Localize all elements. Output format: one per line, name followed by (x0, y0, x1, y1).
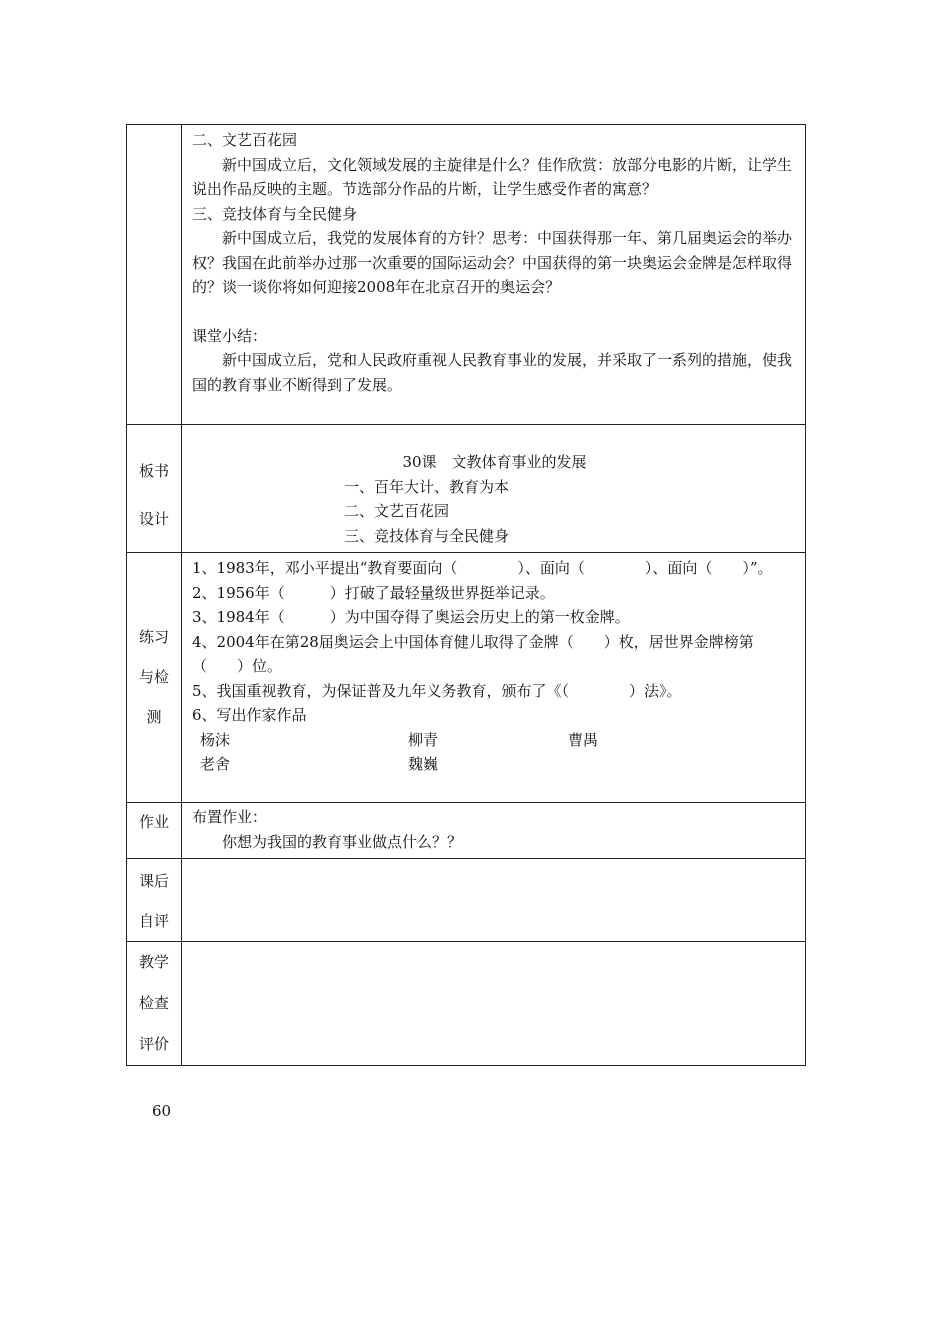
board-design-label-2: 设计 (138, 510, 169, 528)
teaching-check-label-cell (127, 942, 182, 1066)
lesson-process-label-cell (127, 125, 182, 425)
teaching-check-label-3: 评价 (138, 1035, 169, 1053)
board-design-label-cell (127, 425, 182, 553)
board-design-row (127, 425, 806, 553)
lesson-process-row (127, 125, 806, 425)
board-design-title: 30课 文教体育事业的发展 (402, 453, 587, 471)
author-name: 杨沫 (200, 730, 231, 749)
authors-row-2 (192, 752, 797, 777)
practice-row (127, 553, 806, 803)
section-paragraph-literature: 新中国成立后，文化领域发展的主旋律是什么？佳作欣赏：放部分电影的片断，让学生说出作品反映的主题。节选部分作品的片断，让学生感受作者的寓意？ (192, 155, 793, 198)
author-name: 老舍 (200, 755, 231, 773)
self-evaluation-row (127, 859, 806, 942)
homework-text: 你想为我国的教育事业做点什么？？ (222, 832, 463, 851)
summary-heading: 课堂小结： (192, 326, 268, 345)
board-design-label-1: 板书 (138, 462, 169, 480)
teaching-check-label-1: 教学 (138, 953, 169, 971)
practice-label-1: 练习 (138, 628, 169, 646)
spacer (192, 300, 797, 324)
author-name (568, 752, 688, 777)
self-evaluation-label-1: 课后 (138, 872, 169, 890)
practice-question-3: 3、1984年（ ）为中国夺得了奥运会历史上的第一枚金牌。 (192, 608, 630, 626)
practice-label-3: 测 (146, 708, 162, 726)
lesson-plan-table (126, 124, 806, 1066)
board-design-content-cell (182, 425, 806, 553)
practice-question-5: 5、我国重视教育，为保证普及九年义务教育，颁布了《（ ）法》。 (192, 681, 682, 700)
section-heading-sports: 三、竞技体育与全民健身 (192, 204, 358, 223)
authors-row-1 (192, 728, 797, 753)
section-paragraph-sports: 新中国成立后，我党的发展体育的方针？思考：中国获得那一年、第几届奥运会的举办权？我国在此前举办过那一次重要的国际运动会？中国获得的第一块奥运会金牌是怎样取得的？谈一谈你将如何迎接2008年在北京召开的奥运会？ (192, 229, 793, 296)
practice-label-2: 与检 (138, 668, 169, 686)
homework-content-cell (182, 803, 806, 859)
teaching-check-label-2: 检查 (138, 994, 169, 1012)
homework-label: 作业 (138, 813, 169, 831)
teaching-check-row (127, 942, 806, 1066)
board-design-item: 三、竞技体育与全民健身 (344, 526, 510, 545)
practice-question-4: 4、2004年在第28届奥运会上中国体育健儿取得了金牌（ ）枚，居世界金牌榜第（ ）位。 (192, 632, 754, 675)
summary-text: 新中国成立后，党和人民政府重视人民教育事业的发展，并采取了一系列的措施，使我国的教育事业不断得到了发展。 (192, 351, 793, 394)
practice-label-cell (127, 553, 182, 803)
section-heading-literature: 二、文艺百花园 (192, 131, 298, 149)
homework-heading: 布置作业： (192, 808, 268, 826)
practice-question-6: 6、写出作家作品 (192, 706, 307, 724)
author-name: 魏巍 (408, 755, 439, 773)
self-evaluation-content-cell (182, 859, 806, 942)
self-evaluation-label-cell (127, 859, 182, 942)
lesson-process-content-cell (182, 125, 806, 425)
author-name: 曹禺 (568, 730, 599, 749)
homework-label-cell (127, 803, 182, 859)
board-design-item: 二、文艺百花园 (344, 502, 450, 520)
practice-content-cell (182, 553, 806, 803)
homework-row (127, 803, 806, 859)
author-name: 柳青 (408, 730, 439, 749)
page-number: 60 (152, 1102, 172, 1120)
practice-question-2: 2、1956年（ ）打破了最轻量级世界挺举记录。 (192, 583, 555, 602)
practice-question-1: 1、1983年，邓小平提出“教育要面向（ ）、面向（ ）、面向（ ）”。 (192, 559, 773, 577)
board-design-item: 一、百年大计、教育为本 (344, 477, 510, 496)
self-evaluation-label-2: 自评 (138, 912, 169, 930)
lesson-plan-sheet (126, 124, 806, 1066)
teaching-check-content-cell (182, 942, 806, 1066)
